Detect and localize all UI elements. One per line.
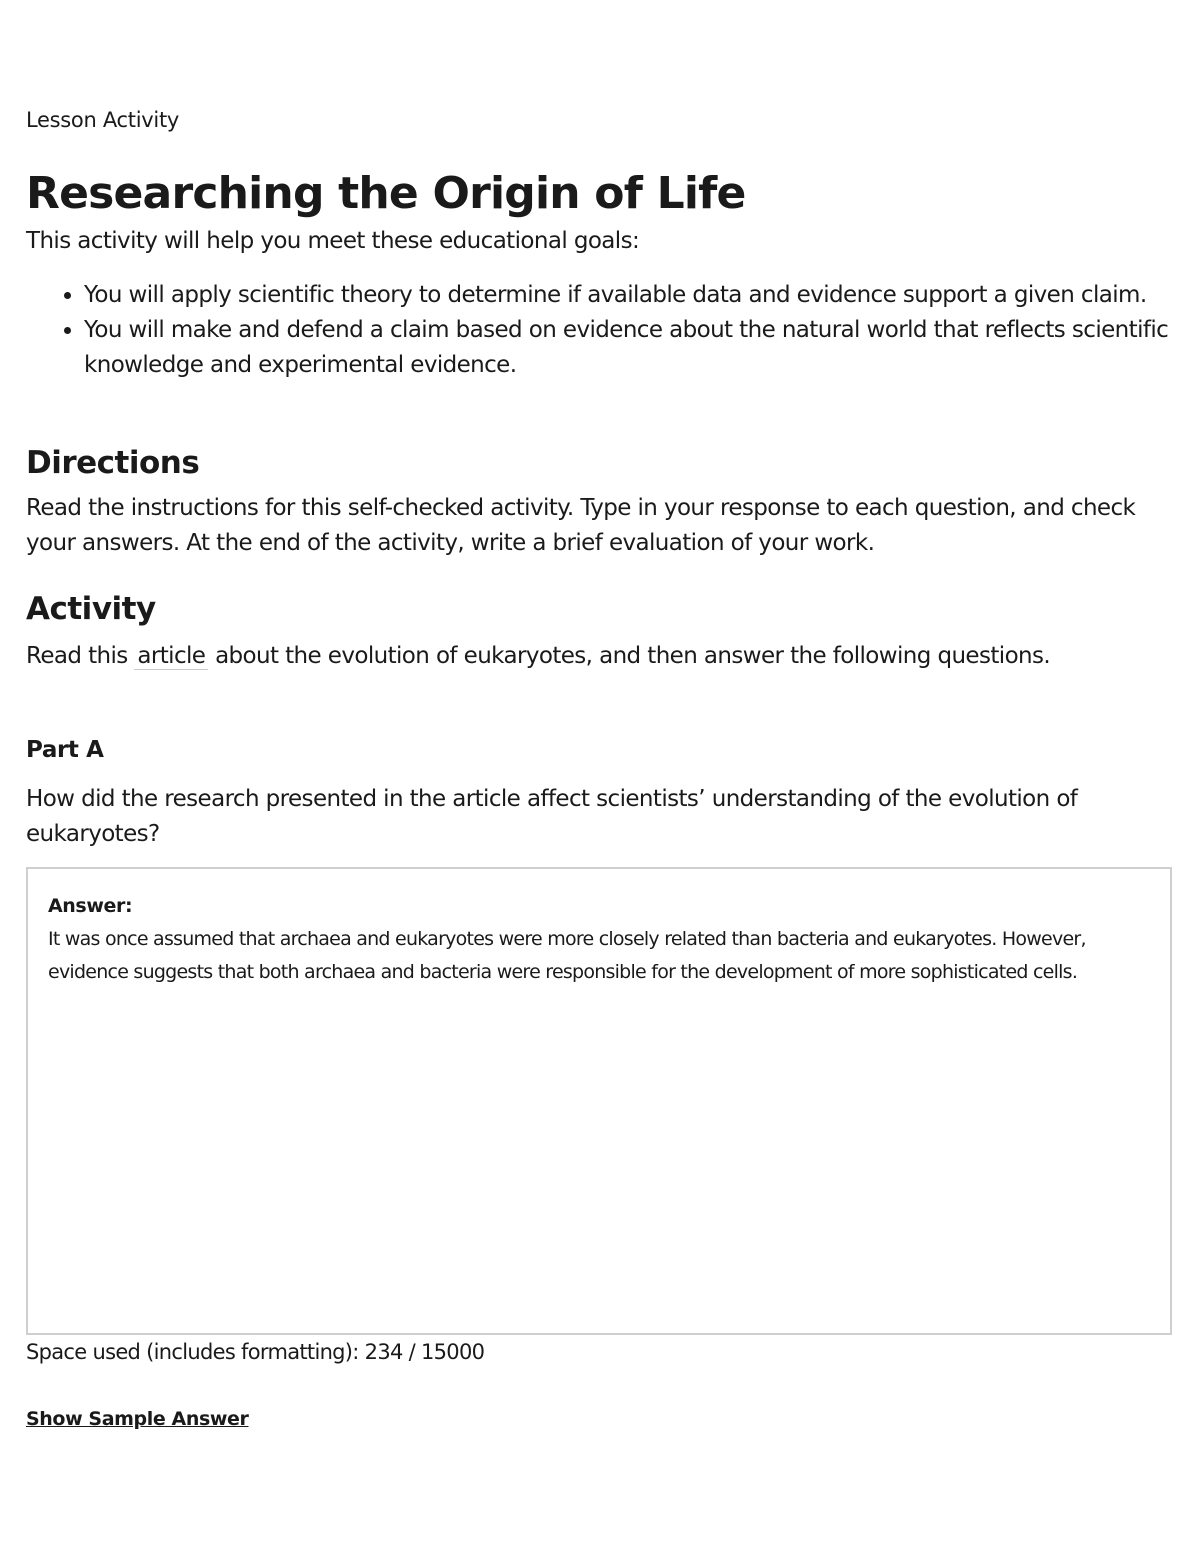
goals-list [26,278,1200,383]
show-sample-answer-link[interactable]: Show Sample Answer [26,1408,249,1430]
goal-item: • You will make and defend a claim based on evidence about the natural world that reflects scientific knowledge and experimental evidence. [84,313,1200,383]
space-used-counter: Space used (includes formatting): 234 / 15000 [26,1340,485,1364]
directions-heading: Directions [26,445,200,481]
goals-intro: This activity will help you meet these educational goals: [26,228,640,254]
goal-item: • You will apply scientific theory to determine if available data and evidence support a given claim. [84,278,1200,313]
directions-text: Read the instructions for this self-checked activity. Type in your response to each question, and check your answers. At the end of the activity, write a brief evaluation of your work. [26,495,1136,556]
answer-text[interactable]: It was once assumed that archaea and eukaryotes were more closely related than bacteria and eukaryotes. However, evidence suggests that both archaea and bacteria were responsible for the development of more sophisticated cells. [48,928,1086,983]
page-title: Researching the Origin of Life [26,168,746,219]
activity-heading: Activity [26,591,156,627]
part-a-heading: Part A [26,737,104,763]
article-link[interactable]: article [134,643,208,670]
answer-label: Answer: [48,895,133,917]
part-a-question: How did the research presented in the article affect scientists’ understanding of the evolution of eukaryotes? [26,786,1078,847]
lesson-type-label: Lesson Activity [26,108,180,132]
activity-text [26,639,1176,674]
answer-editor[interactable] [26,867,1172,1335]
activity-text-end: about the evolution of eukaryotes, and then answer the following questions. [215,643,1051,669]
activity-text-start: Read this [26,643,128,669]
